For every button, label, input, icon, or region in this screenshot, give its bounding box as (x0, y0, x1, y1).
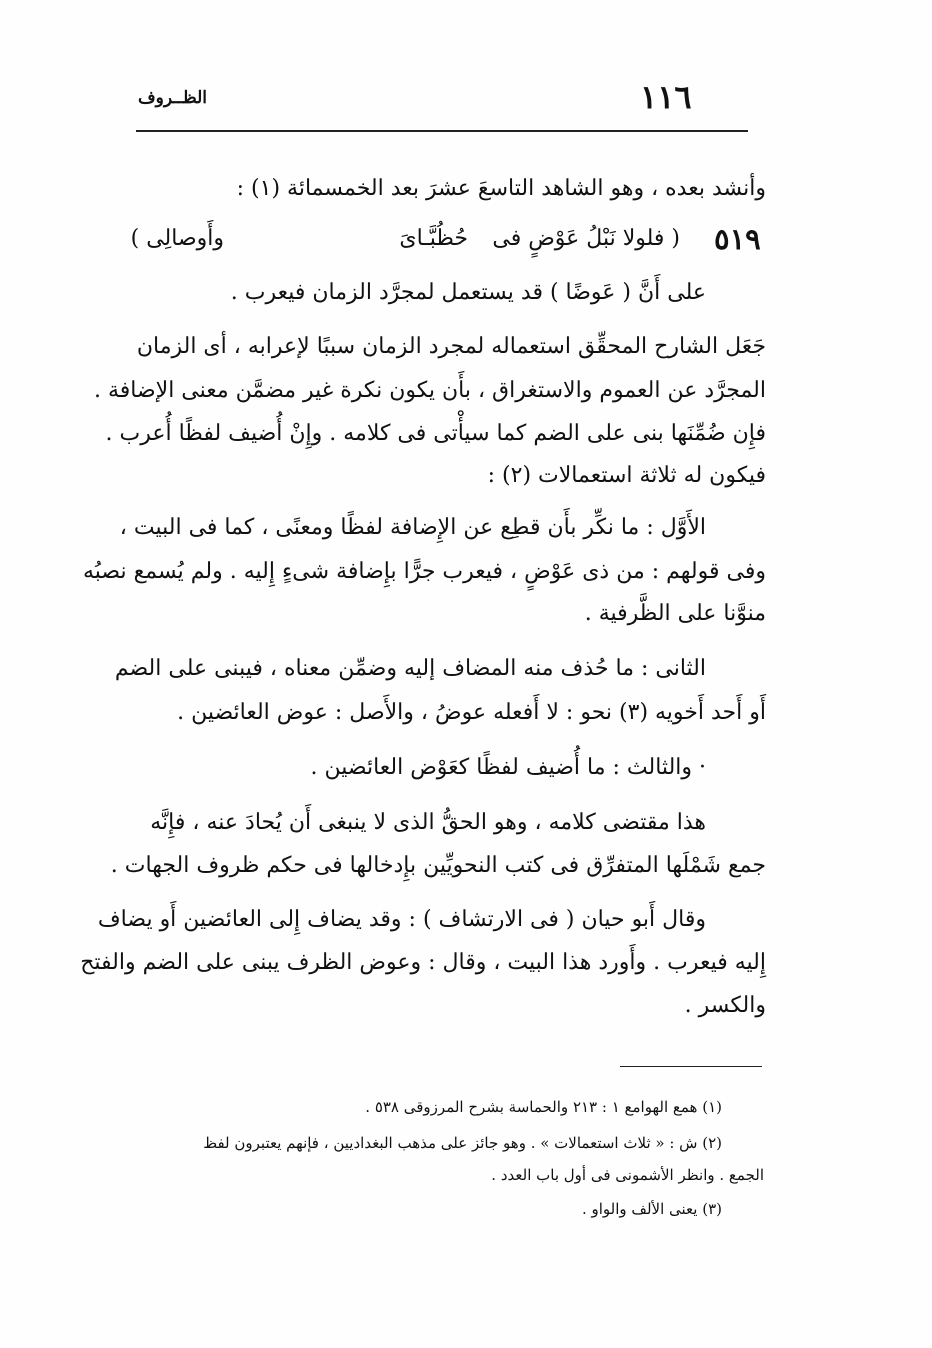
footnote-3: (٣) يعنى الألف والواو . (581, 1200, 722, 1218)
paragraph-line: منوَّنا على الظَّرفية . (584, 601, 766, 626)
footnote-2-continued: الجمع . وانظر الأشمونى فى أول باب العدد . (491, 1166, 764, 1184)
paragraph-line: والكسر . (684, 993, 766, 1018)
verse-hemistich-3: وأَوصالِى ) (130, 226, 224, 251)
footnote-divider (620, 1066, 762, 1067)
paragraph-line: جمع شَمْلَها المتفرِّق فى كتب النحويِّين بإِدخالها فى حكم ظروف الجهات . (110, 853, 766, 878)
footnote-1: (١) همع الهوامع ١ : ٢١٣ والحماسة بشرح المرزوقى ٥٣٨ . (365, 1098, 722, 1116)
paragraph-line: هذا مقتضى كلامه ، وهو الحقُّ الذى لا ينبغى أَن يُحادَ عنه ، فإِنَّه (150, 810, 706, 835)
paragraph-line: الثانى : ما حُذف منه المضاف إليه وضمِّن معناه ، فيبنى على الضم (114, 656, 706, 681)
page-number: ١١٦ (640, 78, 692, 116)
verse-intro: وأنشد بعده ، وهو الشاهد التاسعَ عشرَ بعد الخمسمائة (١) : (236, 176, 766, 201)
paragraph-line: فإِن ضُمِّنَها بنى على الضم كما سيأْتى فى كلامه . وإِنْ أُضيف لفظًا أُعرب . (105, 421, 766, 446)
verse-comment: على أَنَّ ( عَوضًا ) قد يستعمل لمجرَّد الزمان فيعرب . (230, 280, 706, 305)
verse-number: ٥١٩ (714, 222, 761, 256)
paragraph-line: وفى قولهم : من ذى عَوْضٍ ، فيعرب جرًّا بإِضافة شىءٍ إِليه . ولم يُسمع نصبُه (82, 559, 766, 584)
verse-hemistich-2: حُظُبَّـاىَ (399, 226, 468, 251)
paragraph-line: فيكون له ثلاثة استعمالات (٢) : (487, 463, 766, 488)
paragraph-line: إِليه فيعرب . وأَورد هذا البيت ، وقال : وعوض الظرف يبنى على الضم والفتح (80, 950, 766, 975)
paragraph-line: الأَوَّل : ما نكِّر بأَن قطِع عن الإِضافة لفظًا ومعنًى ، كما فى البيت ، (119, 515, 706, 540)
verse-hemistich-1: ( فلولا نَبْلُ عَوْضٍ فى (492, 226, 680, 251)
paragraph-line: · والثالث : ما أُضيف لفظًا كعَوْض العائضين . (310, 755, 706, 780)
paragraph-line: المجرَّد عن العموم والاستغراق ، بأَن يكون نكرة غير مضمَّن معنى الإضافة . (93, 378, 766, 403)
running-title: الظــروف (138, 88, 208, 108)
paragraph-line: جَعَل الشارح المحقِّق استعماله لمجرد الزمان سببًا لإعرابه ، أى الزمان (136, 334, 766, 359)
paragraph-line: وقال أَبو حيان ( فى الارتشاف ) : وقد يضاف إِلى العائضين أَو يضاف (97, 907, 706, 932)
header-divider (136, 130, 748, 132)
paragraph-line: أَو أَحد أَخويه (٣) نحو : لا أَفعله عوضُ ، والأَصل : عوض العائضين . (177, 700, 766, 725)
footnote-2: (٢) ش : « ثلاث استعمالات » . وهو جائز على مذهب البغداديين ، فإنهم يعتبرون لفظ (203, 1134, 722, 1152)
